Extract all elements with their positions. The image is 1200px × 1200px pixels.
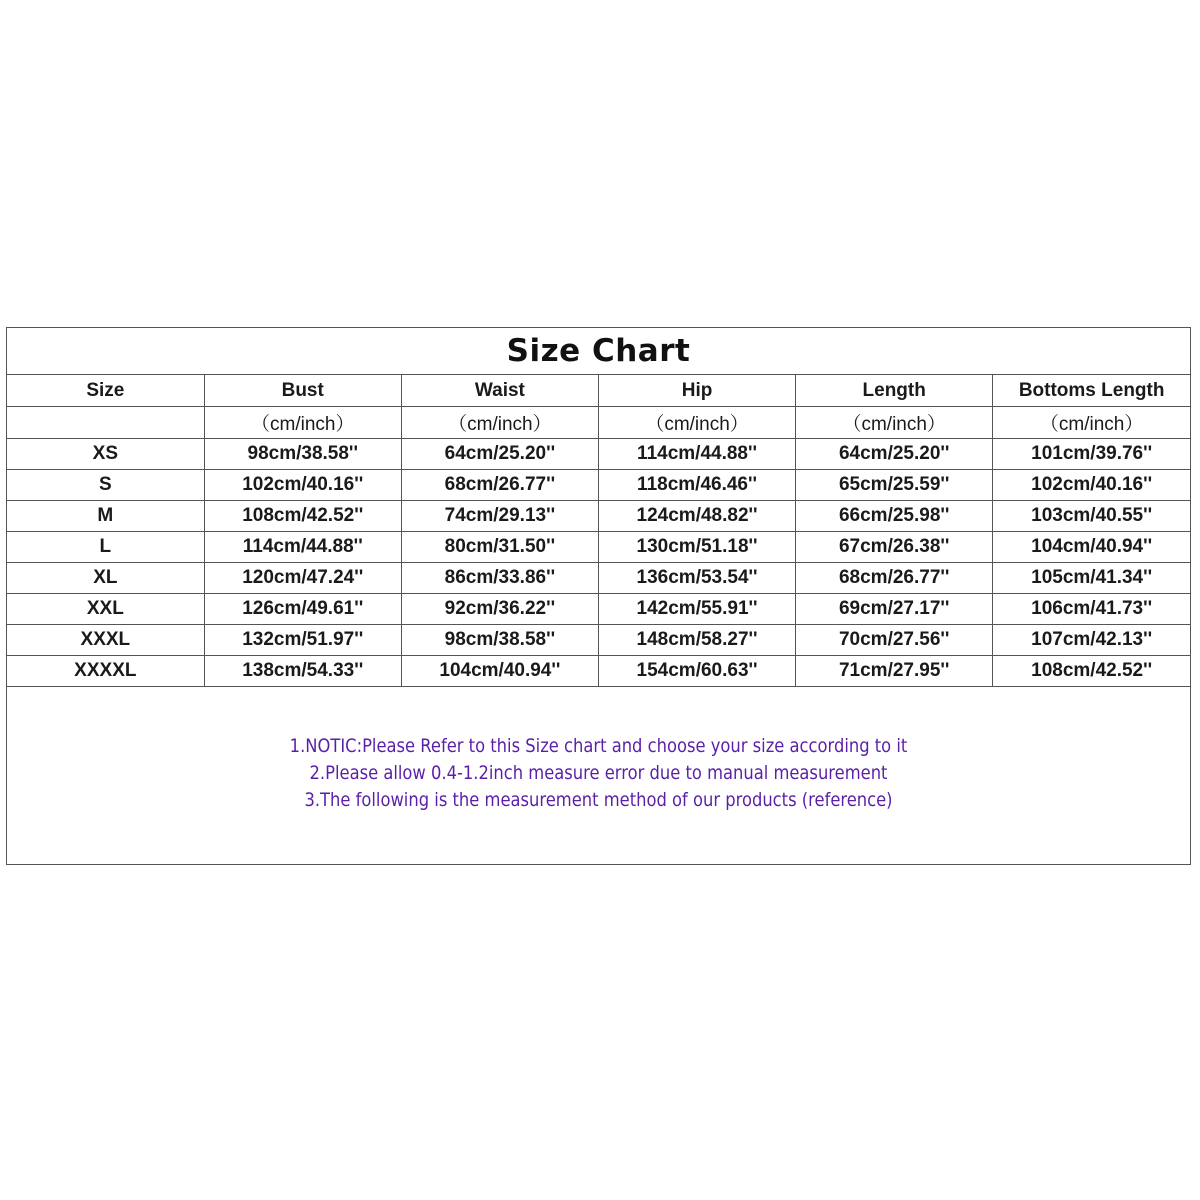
hip-cell: 148cm/58.27'' [598, 625, 795, 656]
waist-cell: 80cm/31.50'' [401, 532, 598, 563]
bust-cell: 126cm/49.61'' [204, 594, 401, 625]
note-line: 2.Please allow 0.4-1.2inch measure error due to manual measurement [309, 762, 888, 784]
length-cell: 65cm/25.59'' [796, 470, 993, 501]
size-cell: XXL [7, 594, 204, 625]
bust-cell: 138cm/54.33'' [204, 656, 401, 687]
unit-cell: （cm/inch） [204, 407, 401, 439]
length-cell: 69cm/27.17'' [796, 594, 993, 625]
waist-cell: 104cm/40.94'' [401, 656, 598, 687]
title-row [7, 328, 1190, 375]
hip-cell: 154cm/60.63'' [598, 656, 795, 687]
column-header: Waist [401, 375, 598, 407]
bottoms-length-cell: 104cm/40.94'' [993, 532, 1190, 563]
table-row [7, 501, 1190, 532]
hip-cell: 142cm/55.91'' [598, 594, 795, 625]
length-cell: 67cm/26.38'' [796, 532, 993, 563]
hip-cell: 114cm/44.88'' [598, 439, 795, 470]
size-cell: L [7, 532, 204, 563]
bust-cell: 120cm/47.24'' [204, 563, 401, 594]
bust-cell: 132cm/51.97'' [204, 625, 401, 656]
size-cell: XL [7, 563, 204, 594]
size-table [7, 375, 1190, 687]
column-header: Bottoms Length [993, 375, 1190, 407]
bottoms-length-cell: 103cm/40.55'' [993, 501, 1190, 532]
hip-cell: 136cm/53.54'' [598, 563, 795, 594]
table-row [7, 532, 1190, 563]
bottoms-length-cell: 102cm/40.16'' [993, 470, 1190, 501]
column-header: Hip [598, 375, 795, 407]
bust-cell: 102cm/40.16'' [204, 470, 401, 501]
length-cell: 71cm/27.95'' [796, 656, 993, 687]
bust-cell: 114cm/44.88'' [204, 532, 401, 563]
note-line: 1.NOTIC:Please Refer to this Size chart and choose your size according to it [289, 735, 908, 757]
bottoms-length-cell: 107cm/42.13'' [993, 625, 1190, 656]
notes-block [90, 733, 1107, 814]
unit-cell: （cm/inch） [401, 407, 598, 439]
table-row [7, 470, 1190, 501]
unit-row [7, 407, 1190, 439]
table-row [7, 439, 1190, 470]
table-row [7, 594, 1190, 625]
column-header: Length [796, 375, 993, 407]
unit-cell: （cm/inch） [796, 407, 993, 439]
waist-cell: 64cm/25.20'' [401, 439, 598, 470]
bottoms-length-cell: 106cm/41.73'' [993, 594, 1190, 625]
size-chart-title: Size Chart [506, 333, 691, 369]
waist-cell: 92cm/36.22'' [401, 594, 598, 625]
size-cell: M [7, 501, 204, 532]
column-header: Bust [204, 375, 401, 407]
column-header-row [7, 375, 1190, 407]
hip-cell: 124cm/48.82'' [598, 501, 795, 532]
bust-cell: 98cm/38.58'' [204, 439, 401, 470]
table-row [7, 563, 1190, 594]
waist-cell: 98cm/38.58'' [401, 625, 598, 656]
length-cell: 68cm/26.77'' [796, 563, 993, 594]
bottoms-length-cell: 105cm/41.34'' [993, 563, 1190, 594]
size-cell: XXXL [7, 625, 204, 656]
length-cell: 66cm/25.98'' [796, 501, 993, 532]
table-row [7, 625, 1190, 656]
length-cell: 70cm/27.56'' [796, 625, 993, 656]
size-cell: XS [7, 439, 204, 470]
table-row [7, 656, 1190, 687]
size-chart-sheet [6, 327, 1191, 865]
bust-cell: 108cm/42.52'' [204, 501, 401, 532]
size-cell: S [7, 470, 204, 501]
size-cell: XXXXL [7, 656, 204, 687]
bottoms-length-cell: 108cm/42.52'' [993, 656, 1190, 687]
waist-cell: 86cm/33.86'' [401, 563, 598, 594]
column-header: Size [7, 375, 204, 407]
bottoms-length-cell: 101cm/39.76'' [993, 439, 1190, 470]
unit-cell: （cm/inch） [993, 407, 1190, 439]
waist-cell: 74cm/29.13'' [401, 501, 598, 532]
length-cell: 64cm/25.20'' [796, 439, 993, 470]
unit-cell [7, 407, 204, 439]
hip-cell: 130cm/51.18'' [598, 532, 795, 563]
hip-cell: 118cm/46.46'' [598, 470, 795, 501]
note-line: 3.The following is the measurement method of our products (reference) [304, 789, 893, 811]
unit-cell: （cm/inch） [598, 407, 795, 439]
waist-cell: 68cm/26.77'' [401, 470, 598, 501]
